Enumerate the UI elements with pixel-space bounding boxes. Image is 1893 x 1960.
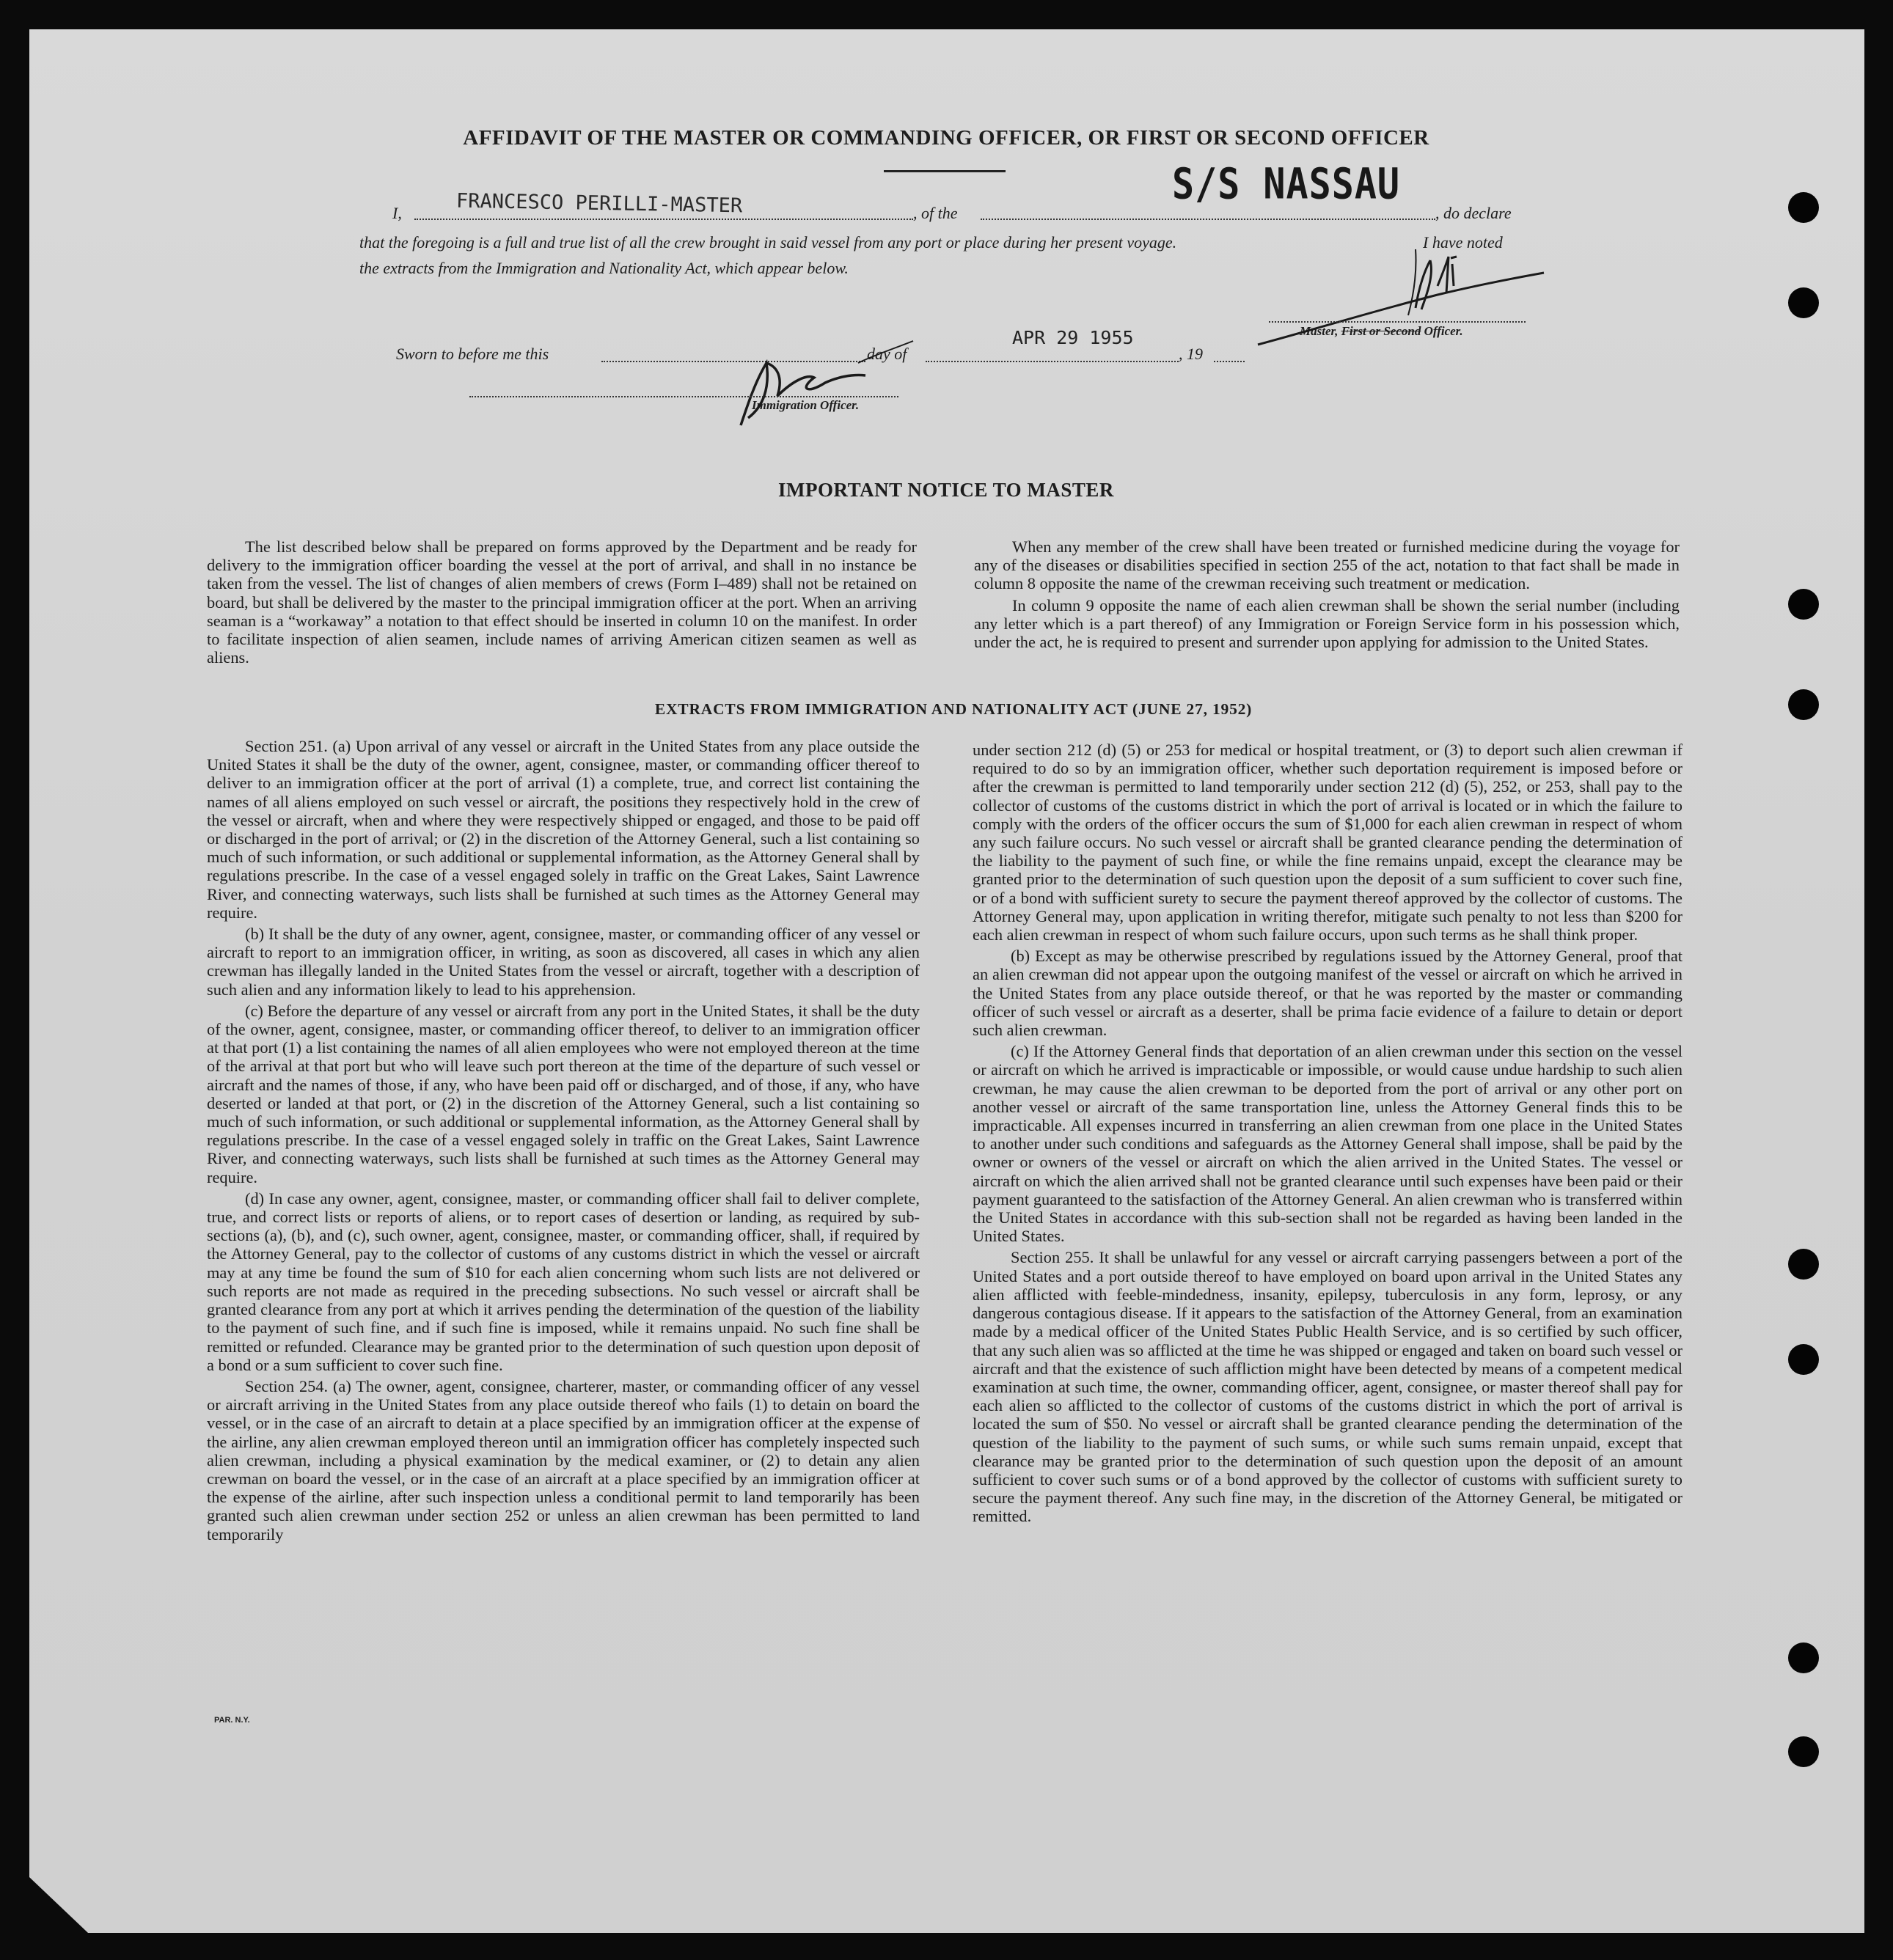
year-prefix: , 19 [1179,345,1203,363]
notice-left-column [207,537,917,669]
master-caption-b: Officer. [1421,324,1463,338]
immigration-officer-caption: Immigration Officer. [752,398,860,412]
prefix-i: I, [392,204,402,222]
declaration-i-have-noted: I have noted [1423,233,1503,252]
section-254-b: (b) Except as may be otherwise prescribed by regulations issued by the Attorney General, proof that an alien crewman did not appear upon the outgoing manifest of the vessel or aircraft on which he arrived in the United States from any place outside thereof, or that he was reported by the master or commanding officer of such vessel or aircraft as a deserter, shall be prima facie evidence of a failure to detain or deport such alien crewman. [973,947,1683,1040]
section-254-c: (c) If the Attorney General finds that deportation of an alien crewman under this section on the vessel or aircraft on which he arrived is impracticable or impossible, or would cause undue hardship to such alien crewman, he may cause the alien crewman to be deported from the port of arrival or any other port on another vessel or aircraft of the same transportation line, unless the Attorney General finds this to be impracticable. All expenses incurred in transferring an alien crewman from one place in the United States to another under such conditions and safeguards as the Attorney General shall impose, shall be paid by the owner or owners of the vessel or aircraft on which the alien arrived in the United States. The vessel or aircraft on which the alien arrived shall not be granted clearance until such expenses have been paid or their payment guaranteed to the satisfaction of the Attorney General. An alien crewman who is transferred within the United States in accordance with this sub-section shall not be regarded as having been landed in the United States. [973,1042,1683,1246]
section-255: Section 255. It shall be unlawful for any vessel or aircraft carrying passengers between a port of the United States and a port outside thereof to have employed on board upon arrival in the United States any alien afflicted with feeble-mindedness, insanity, epilepsy, tuberculosis in any form, leprosy, or any dangerous contagious disease. If it appears to the satisfaction of the Attorney General, from an examination made by a medical officer of the United States Public Health Service, and is so certified by such officer, that any such alien was so afflicted at the time he was shipped or engaged and taken on board such vessel or aircraft and that the existence of such affliction might have been detected by means of a competent medical examination at such time, the owner, commanding officer, agent, consignee, or master thereof shall pay for each alien so afflicted to the collector of customs of the customs district in which the port of arrival is located the sum of $50. No vessel or aircraft shall be granted clearance pending the determination of the question of the liability to the payment of such sums, or while such sums remain unpaid, except that clearance may be granted prior to the determination of such question upon the deposit of an amount sufficient to cover such sums or of a bond approved by the collector of customs with sufficient surety to secure the payment thereof. Any such fine may, in the discretion of the Attorney General, be mitigated or remitted. [973,1248,1683,1526]
folded-corner [29,1877,88,1933]
vessel-name-stamp: S/S NASSAU [1172,159,1401,209]
punch-hole-7 [1788,1642,1819,1673]
of-the-text: , of the [913,204,958,222]
printer-mark: PAR. N.Y. [214,1716,250,1725]
extracts-left-column [207,737,920,1546]
name-dotted-line [414,219,913,220]
notice-left-paragraph: The list described below shall be prepared on forms approved by the Department and be ready for delivery to the immigration officer boarding the vessel at the port of arrival, and shall in no instance be taken from the vessel. The list of changes of alien members of crews (Form I–489) shall not be retained on board, but shall be delivered by the master to the principal immigration officer at the port. When an arriving seaman is a “workaway” a notation to that effect should be inserted in column 10 on the manifest. In order to facilitate inspection of alien seamen, include names of arriving American citizen seamen as well as aliens. [207,537,917,667]
notice-right-paragraph-2: In column 9 opposite the name of each alien crewman shall be shown the serial number (including any letter which is a part thereof) of any Immigration or Foreign Service form in his possession which, under the act, he is required to present and surrender upon applying for admission to the United States. [974,595,1680,652]
title-rule [884,170,1006,172]
notice-title: IMPORTANT NOTICE TO MASTER [778,479,1114,501]
do-declare-text: , do declare [1435,204,1512,222]
immigration-officer-signature [726,337,917,433]
punch-hole-2 [1788,287,1819,318]
master-name-handwritten: FRANCESCO PERILLI-MASTER [455,189,743,218]
declaration-line-1: that the foregoing is a full and true list of all the crew brought in said vessel from any port or place during her present voyage. [359,233,1177,252]
master-signature-line [1269,321,1526,323]
extracts-title: EXTRACTS FROM IMMIGRATION AND NATIONALITY ACT (JUNE 27, 1952) [654,700,1253,718]
master-caption [1300,324,1463,339]
extracts-right-column [973,741,1683,1529]
section-251-d: (d) In case any owner, agent, consignee, master, or commanding officer shall fail to deliver complete, true, and correct lists or reports of aliens, or to report cases of desertion or landing, as required by sub-sections (a), (b), and (c), such owner, agent, consignee, master, or commanding officer, shall, if required by the Attorney General, pay to the collector of customs of any customs district in which the vessel or aircraft may at any time be found the sum of $10 for each alien concerning whom such lists are not delivered or such reports are not made as required in the preceding subsections. No such vessel or aircraft shall be granted clearance from any port at which it arrives pending the determination of the question of the liability to the payment of such fine, and if such fine is imposed, while it remains unpaid. No such fine shall be remitted or refunded. Clearance may be granted prior to the determination of such question upon deposit of a bond or a sum sufficient to cover such fine. [207,1189,920,1374]
section-251-a: Section 251. (a) Upon arrival of any vessel or aircraft in the United States from any place outside the United States it shall be the duty of the owner, agent, consignee, master, or commanding officer thereof to deliver to an immigration officer at the port of arrival (1) a complete, true, and correct list containing the names of all aliens employed on such vessel or aircraft, the positions they respectively hold in the crew of the vessel or aircraft, when and where they were respectively shipped or engaged, and those to be paid off or discharged in the port of arrival; or (2) in the discretion of the Attorney General, such a list containing so much of such information, or such additional or supplemental information, as the Attorney General shall by regulations prescribe. In the case of a vessel engaged solely in traffic on the Great Lakes, Saint Lawrence River, and connecting waterways, such lists shall be furnished at such times as the Attorney General may require. [207,737,920,922]
notice-right-paragraph-1: When any member of the crew shall have been treated or furnished medicine during the voyage for any of the diseases or disabilities specified in section 255 of the act, notation to that fact shall be made in column 8 opposite the name of the crewman receiving such treatment or medication. [974,537,1680,593]
date-stamp: APR 29 1955 [1012,327,1134,348]
punch-hole-1 [1788,192,1819,223]
declaration-line-2: the extracts from the Immigration and Nationality Act, which appear below. [359,259,849,277]
sworn-prefix: Sworn to before me this [396,345,549,363]
punch-hole-5 [1788,1249,1819,1280]
section-254-a: Section 254. (a) The owner, agent, consignee, charterer, master, or commanding officer of any vessel or aircraft arriving in the United States from any place outside thereof who fails (1) to detain on board the vessel, or in the case of an aircraft to detain at a place specified by an immigration officer at the expense of the airline, any alien crewman employed thereon until an immigration officer has completely inspected such alien crewman, including a physical examination by the medical examiner, or (2) to detain any alien crewman on board the vessel, or in the case of an aircraft at a place specified by an immigration officer at the expense of the airline, after such inspection unless a conditional permit to land temporarily has been granted such alien crewman under section 252 or unless an alien crewman has been permitted to land temporarily [207,1376,920,1544]
sworn-year-dotted-line [1214,361,1245,362]
punch-hole-6 [1788,1344,1819,1375]
master-caption-a: Master, [1300,324,1341,338]
notice-right-column [974,537,1680,654]
section-254-a-continued: under section 212 (d) (5) or 253 for medical or hospital treatment, or (3) to deport such alien crewman if required to do so by an immigration officer, whether such deportation requirement is imposed before or after the crewman is permitted to land temporarily under section 212 (d) (5), 252, or 253, shall pay to the collector of customs of the customs district in which the port of arrival is located or in which the failure to comply with the orders of the officer occurs the sum of $1,000 for each alien crewman in respect of whom any such failure occurs. No such vessel or aircraft shall be granted clearance pending the determination of the liability to the payment of such fine, or while the fine remains unpaid, except the clearance may be granted prior to the determination of such question upon the deposit of a sum sufficient to cover such fine, or of a bond with sufficient surety to secure the payment thereof approved by the collector of customs. The Attorney General may, upon application in writing therefor, mitigate such penalty to not less than $200 for each alien crewman in respect of whom such failure occurs, upon such terms as he shall think proper. [973,741,1683,944]
day-of-text: day of [867,345,907,363]
sworn-month-dotted-line [926,361,1179,362]
affidavit-title: AFFIDAVIT OF THE MASTER OR COMMANDING OFFICER, OR FIRST OR SECOND OFFICER [463,126,1429,150]
master-caption-struck: First or Second [1341,324,1421,338]
punch-hole-3 [1788,589,1819,620]
section-251-b: (b) It shall be the duty of any owner, agent, consignee, master, or commanding officer of any vessel or aircraft to report to an immigration officer, in writing, as soon as discovered, all cases in which any alien crewman has illegally landed in the United States from the vessel or aircraft, together with a description of such alien and any information likely to lead to his apprehension. [207,925,920,999]
punch-hole-4 [1788,689,1819,720]
immigration-officer-line [469,396,898,397]
section-251-c: (c) Before the departure of any vessel or aircraft from any port in the United States, it shall be the duty of the owner, agent, consignee, master, or commanding officer thereof, to deliver to an immigration officer at that port (1) a list containing the names of all alien employees who were not employed thereon at the time of the arrival at that port but who will leave such port thereon at the time of the departure of such vessel or aircraft and the names of those, if any, who have been paid off or discharged, and of those, if any, who have deserted or landed at that port, or (2) in the discretion of the Attorney General, such a list containing so much of such information, or such additional or supplemental information, as the Attorney General shall by regulations prescribe. In the case of a vessel engaged solely in traffic on the Great Lakes, Saint Lawrence River, and connecting waterways, such lists shall be furnished at such times as the Attorney General may require. [207,1001,920,1186]
vessel-dotted-line [981,219,1435,220]
punch-hole-8 [1788,1736,1819,1767]
